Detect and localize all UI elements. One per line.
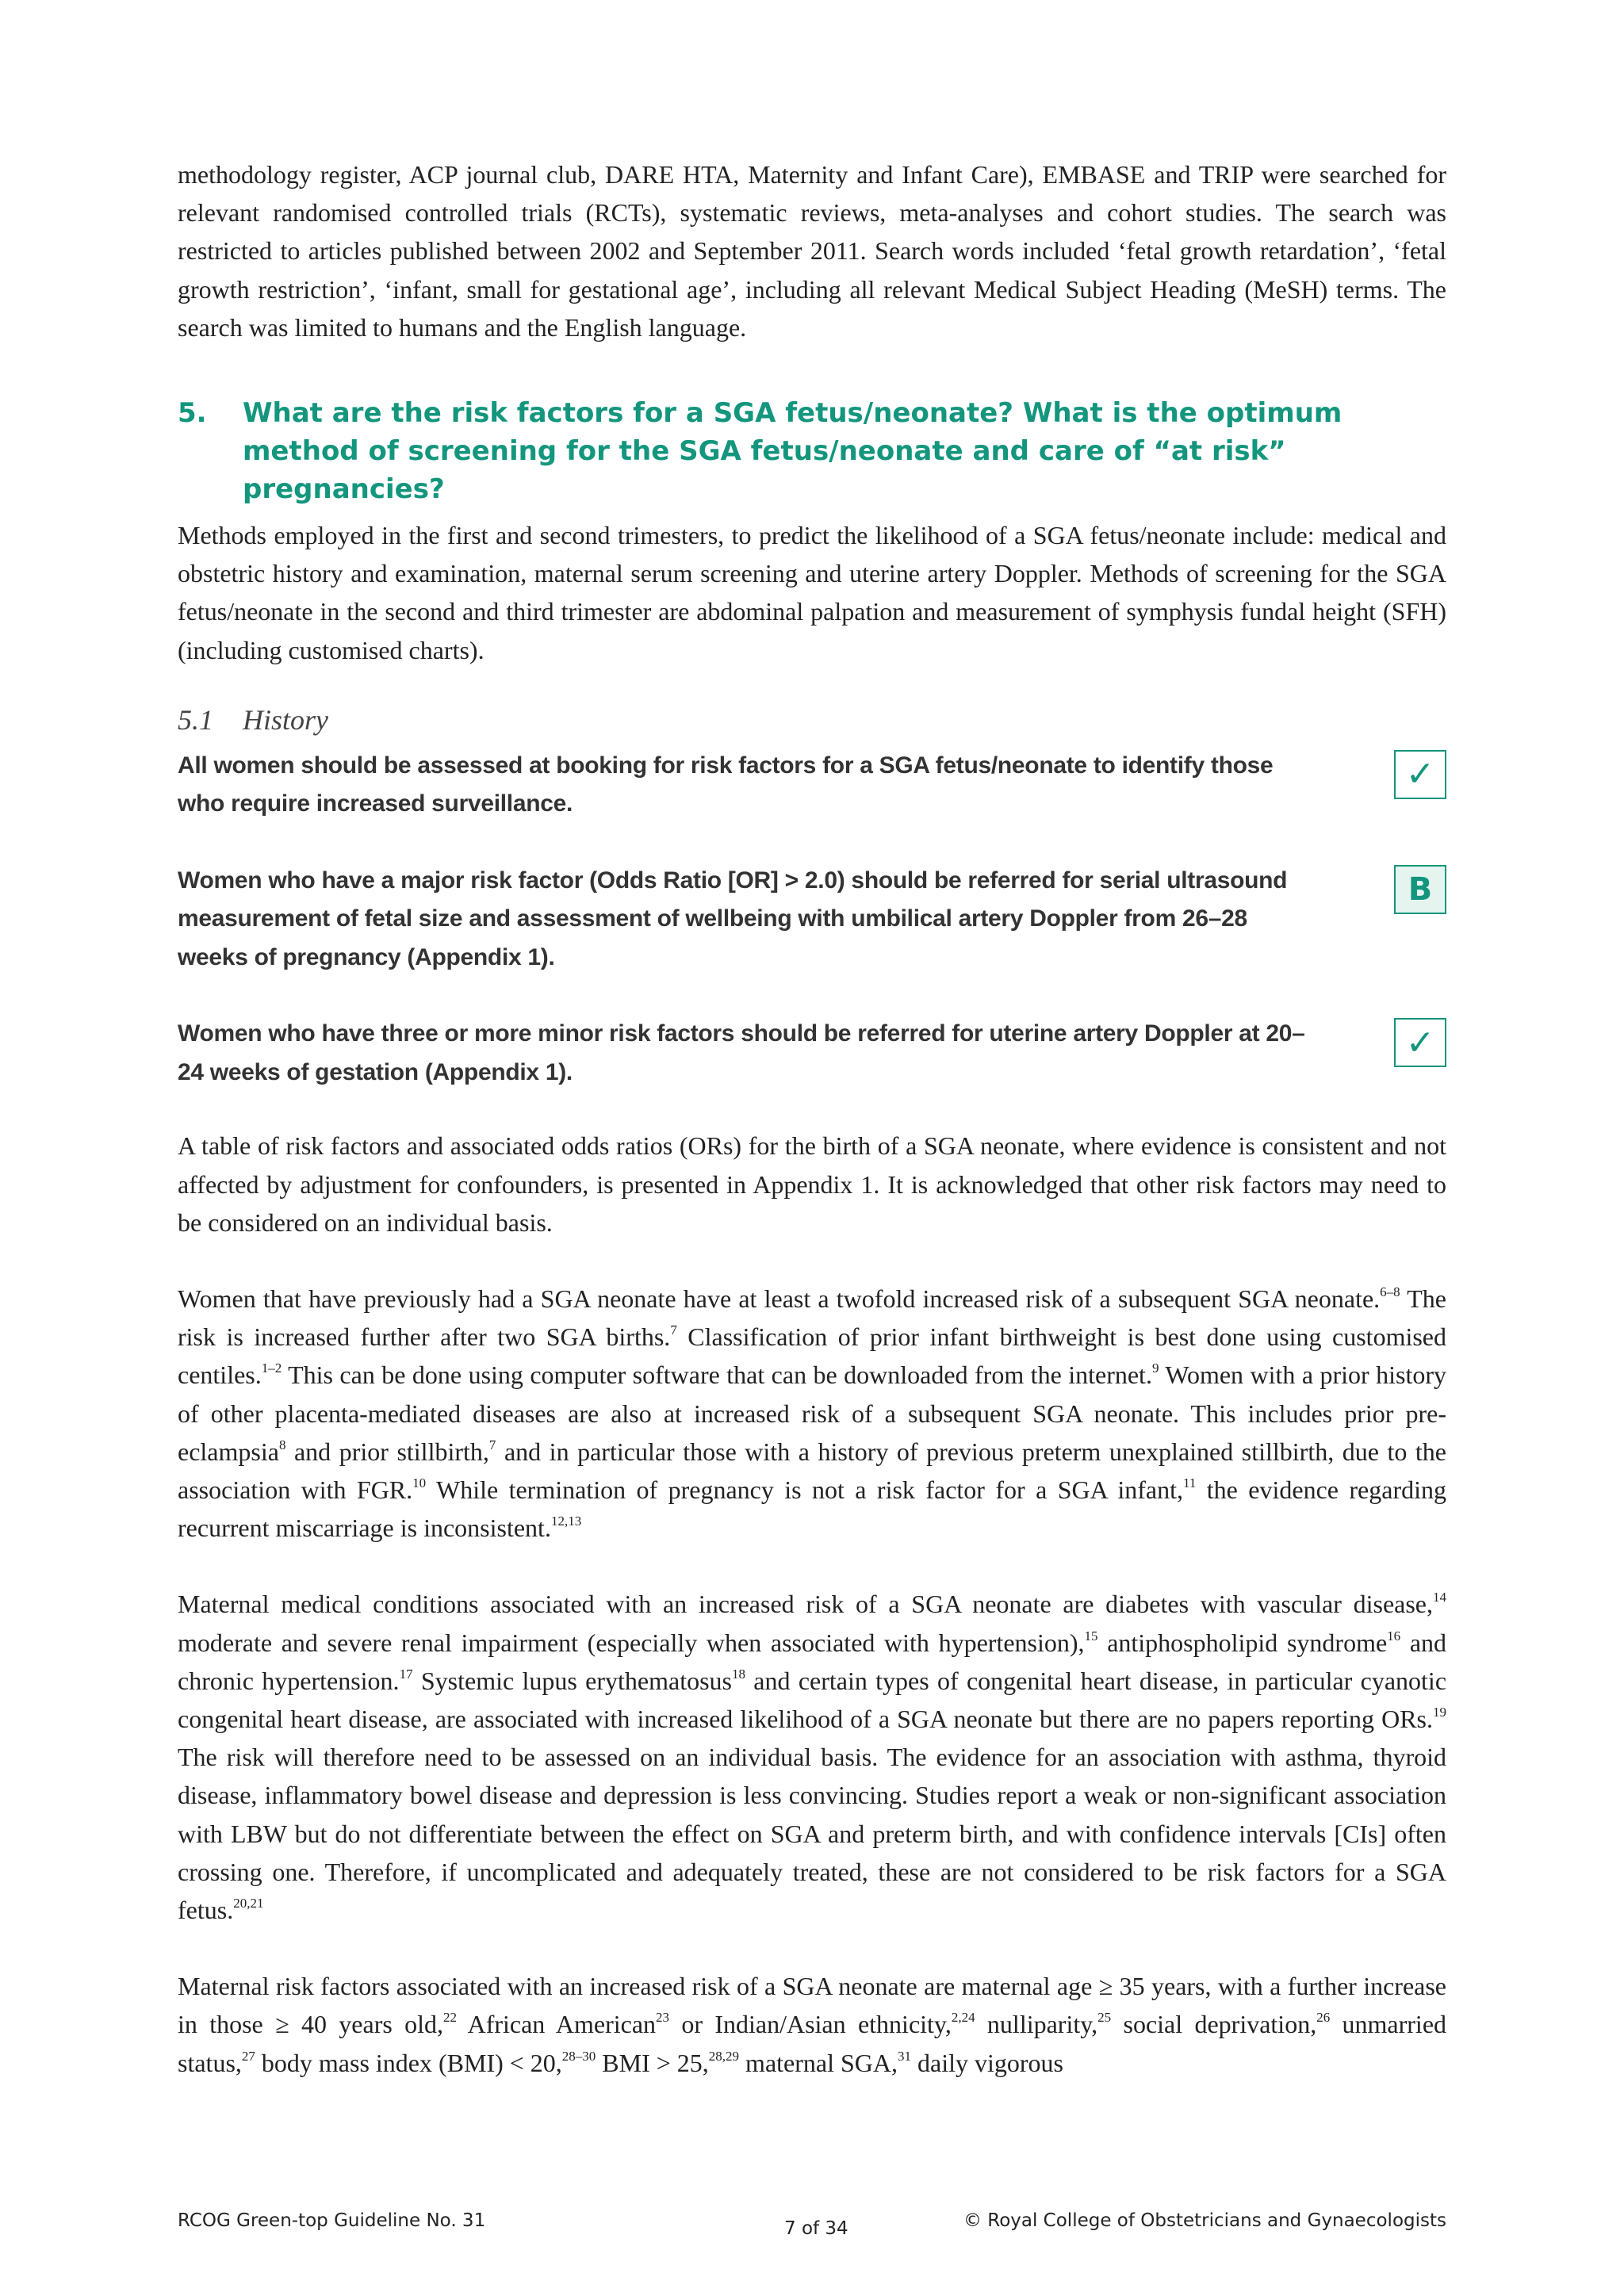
citation: 28–30 xyxy=(561,2048,596,2064)
subsection-title: History xyxy=(243,703,328,736)
page-content xyxy=(178,155,1446,2082)
citation: 19 xyxy=(1433,1704,1446,1720)
citation: 27 xyxy=(241,2048,255,2064)
section-heading xyxy=(178,394,1446,508)
recommendation-2 xyxy=(178,862,1446,978)
citation: 18 xyxy=(732,1666,745,1682)
citation: 10 xyxy=(412,1475,427,1490)
citation: 17 xyxy=(399,1666,413,1682)
citation: 7 xyxy=(670,1322,677,1338)
citation: 28,29 xyxy=(708,2048,740,2064)
citation: 22 xyxy=(443,2010,458,2026)
citation: 7 xyxy=(488,1437,496,1452)
section-intro-paragraph: Methods employed in the first and second trimesters, to predict the likelihood of a SGA fetus/neonate include: medical and obstetric history and examination, maternal serum screening and uterine artery Doppler. Methods of screening for the SGA fetus/neonate in the second and third trimester are abdominal palpation and measurement of symphysis fundal height (SFH) (including customised charts). xyxy=(178,521,1446,664)
subsection-heading xyxy=(178,701,1446,739)
footer-copyright: © Royal College of Obstetricians and Gynaecologists xyxy=(963,2210,1446,2231)
paragraph-appendix-reference: A table of risk factors and associated odds ratios (ORs) for the birth of a SGA neonate, where evidence is consistent and not affected by adjustment for confounders, is presented in Appendix 1. It is acknowledged that other risk factors may need to be considered on an individual basis. xyxy=(178,1131,1446,1237)
recommendation-text: Women who have three or more minor risk factors should be referred for uterine artery Doppler at 20–24 weeks of gestation (Appendix 1). xyxy=(178,1020,1305,1085)
recommendation-text: Women who have a major risk factor (Odds Ratio [OR] > 2.0) should be referred for serial ultrasound measurement of fetal size and assessment of wellbeing with umbilical artery Doppler from 26–28 weeks of pregnancy (Appendix 1). xyxy=(178,867,1288,970)
citation: 6–8 xyxy=(1380,1284,1400,1299)
citation: 26 xyxy=(1316,2010,1331,2026)
citation: 15 xyxy=(1084,1628,1098,1644)
page-number: 7 of 34 xyxy=(784,2218,848,2239)
grade-badge: B xyxy=(1394,865,1446,914)
recommendation-1 xyxy=(178,747,1446,824)
section-number: 5. xyxy=(178,397,207,430)
citation: 14 xyxy=(1433,1590,1446,1605)
citation: 1–2 xyxy=(261,1360,282,1376)
paragraph-medical-conditions: Maternal medical conditions associated with an increased risk of a SGA neonate are diabetes with vascular disease,$^{14}$ moderate and severe renal impairment (especially when associated with hypertension),$^{15}$ antiphospholipid syndrome$^{16}$ and chronic hypertension.$^{17}$ Systemic lupus erythematosus$^{18}$ and certain types of congenital heart disease, in particular cyanotic congenital heart disease, are associated with increased likelihood of a SGA neonate but there are no papers reporting ORs.$^{19}$ The risk will therefore need to be assessed on an individual basis. The evidence for an association with asthma, thyroid disease, inflammatory bowel disease and depression is less convincing. Studies report a weak or non-significant association with LBW but do not differentiate between the effect on SGA and preterm birth, and with confidence intervals [CIs] often crossing one. Therefore, if uncomplicated and adequately treated, these are not considered to be risk factors for a SGA fetus.$^{20,21}$ xyxy=(178,1590,1447,1924)
subsection-number: 5.1 xyxy=(178,703,213,736)
check-mark-icon: ✓ xyxy=(1394,1018,1446,1067)
citation: 11 xyxy=(1183,1475,1197,1490)
citation: 31 xyxy=(898,2048,911,2064)
citation: 25 xyxy=(1097,2010,1112,2026)
paragraph-maternal-risk-factors: Maternal risk factors associated with an increased risk of a SGA neonate are maternal age ≥ 35 years, with a further increase in those ≥ 40 years old,$^{22}$ African American$^{23}$ or Indian/Asian ethnicity,$^{2,24}$ nulliparity,$^{25}$ social deprivation,$^{26}$ unmarried status,$^{27}$ body mass index (BMI) < 20,$^{28-30}$ BMI > 25,$^{28,29}$ maternal SGA,$^{31}$ daily vigorous xyxy=(178,1972,1447,2077)
page-footer xyxy=(178,2210,1446,2242)
citation: 23 xyxy=(656,2010,670,2026)
citation: 9 xyxy=(1151,1360,1159,1376)
citation: 16 xyxy=(1387,1628,1401,1644)
citation: 8 xyxy=(278,1437,286,1452)
citation: 2,24 xyxy=(951,2010,975,2026)
citation: 20,21 xyxy=(233,1895,264,1911)
recommendation-text: All women should be assessed at booking for risk factors for a SGA fetus/neonate to identify those who require increased surveillance. xyxy=(178,752,1274,817)
paragraph-previous-sga: Women that have previously had a SGA neonate have at least a twofold increased risk of a subsequent SGA neonate.$^{6-8}$ The risk is increased further after two SGA births.$^7$ Classification of prior infant birthweight is best done using customised centiles.$^{1-2}$ This can be done using computer software that can be downloaded from the internet.$^9$ Women with a prior history of other placenta-mediated diseases are also at increased risk of a subsequent SGA neonate. This includes prior pre-eclampsia$^8$ and prior stillbirth,$^7$ and in particular those with a history of previous preterm unexplained stillbirth, due to the association with FGR.$^{10}$ While termination of pregnancy is not a risk factor for a SGA infant,$^{11}$ the evidence regarding recurrent miscarriage is inconsistent.$^{12,13}$ xyxy=(178,1284,1447,1543)
intro-paragraph: methodology register, ACP journal club, DARE HTA, Maternity and Infant Care), EMBASE and TRIP were searched for relevant randomised controlled trials (RCTs), systematic reviews, meta-analyses and cohort studies. The search was restricted to articles published between 2002 and September 2011. Search words included ‘fetal growth retardation’, ‘fetal growth restriction’, ‘infant, small for gestational age’, including all relevant Medical Subject Heading (MeSH) terms. The search was limited to humans and the English language. xyxy=(178,160,1446,342)
recommendation-3 xyxy=(178,1015,1446,1092)
section-title: What are the risk factors for a SGA fetus/neonate? What is the optimum method of screening for the SGA fetus/neonate and care of “at risk” pregnancies? xyxy=(243,397,1342,506)
footer-guideline-name: RCOG Green-top Guideline No. 31 xyxy=(178,2210,486,2231)
check-mark-icon: ✓ xyxy=(1394,750,1446,799)
citation: 12,13 xyxy=(550,1513,582,1529)
